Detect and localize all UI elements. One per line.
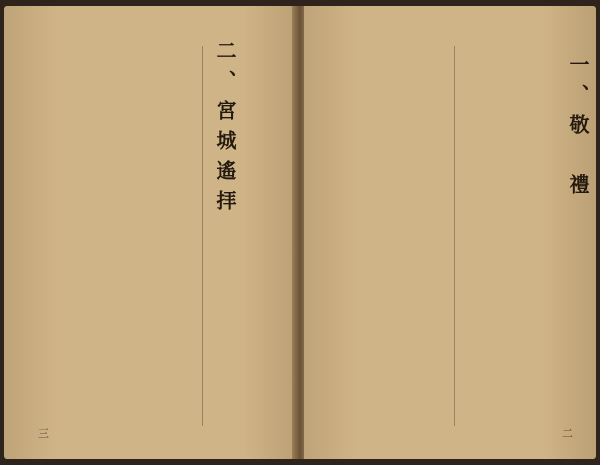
left-column-rule	[202, 46, 203, 426]
left-section-heading: 二、宮城遙拝	[213, 40, 237, 220]
right-section-heading: 一、敬 禮	[566, 54, 590, 204]
left-page-number: 三	[38, 427, 49, 440]
right-column-rule	[454, 46, 455, 426]
right-page	[304, 6, 596, 459]
left-page	[4, 6, 296, 459]
right-page-number: 二	[562, 427, 573, 440]
